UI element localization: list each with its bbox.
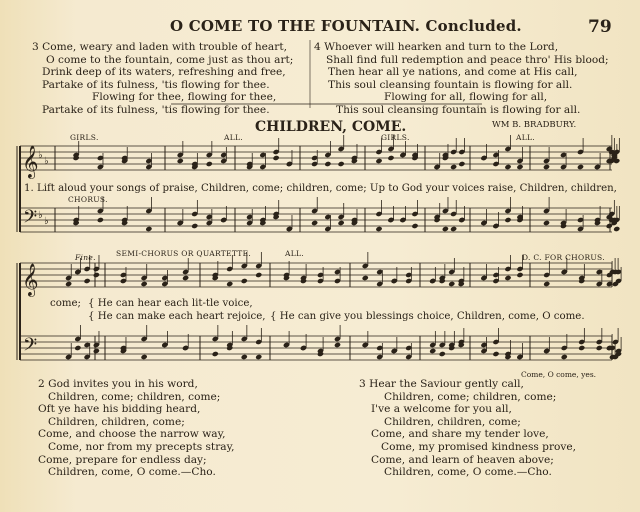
verse-line: Flowing for all, flowing for all, bbox=[384, 91, 548, 104]
label-chorus: CHORUS. bbox=[68, 195, 108, 204]
note-head bbox=[439, 351, 446, 357]
verse-line: Then hear all ye nations, and come at His call, bbox=[328, 66, 578, 79]
note-head bbox=[65, 281, 72, 287]
verse-line: Flowing for thee, flowing for thee, bbox=[92, 91, 277, 104]
note-head bbox=[241, 354, 248, 360]
verse-line: Come, and learn of heaven above; bbox=[371, 453, 554, 466]
note-head bbox=[338, 220, 345, 226]
page-number: 79 bbox=[588, 17, 612, 37]
note-head bbox=[516, 164, 523, 170]
note-head bbox=[334, 342, 341, 348]
note-head bbox=[450, 226, 457, 232]
verse-line: Shall find full redemption and peace thro' His blood; bbox=[326, 53, 609, 66]
verse-line: 3 Come, weary and laden with trouble of heart, bbox=[32, 41, 287, 53]
verse-line: Drink deep of its waters, refreshing and free, bbox=[42, 66, 286, 79]
note-head bbox=[492, 351, 499, 357]
note-head bbox=[255, 354, 262, 360]
note-head bbox=[241, 278, 248, 284]
note-head bbox=[206, 161, 213, 167]
bass-clef-icon: 𝄢 bbox=[23, 207, 38, 232]
lyric-brace-b: { He can make each heart rejoice, bbox=[88, 311, 266, 322]
lyric-line-2: { He can give you blessings choice, Children, come, O come. bbox=[270, 311, 585, 322]
verse-line: Partake of its fulness, 'tis flowing for thee. bbox=[42, 78, 270, 91]
note-head bbox=[596, 345, 603, 351]
note-head bbox=[324, 161, 331, 167]
flat-icon: ♭ bbox=[44, 216, 49, 227]
note-head bbox=[177, 158, 184, 164]
verse-line: Children, come, O come.—Cho. bbox=[384, 466, 552, 479]
verse-line: Oft ye have his bidding heard, bbox=[38, 403, 201, 416]
note-head bbox=[516, 272, 523, 278]
note-head bbox=[145, 226, 152, 232]
verse-line: Come, nor from my precepts stray, bbox=[48, 440, 235, 453]
verse-line: O come to the fountain, come just as thou art; bbox=[46, 53, 294, 66]
note-head bbox=[543, 281, 550, 287]
note-head bbox=[411, 223, 418, 229]
lyric-come: come; bbox=[50, 298, 81, 309]
note-head bbox=[578, 345, 585, 351]
note-head bbox=[577, 164, 584, 170]
verse-line: This soul cleansing fountain is flowing for all. bbox=[328, 78, 573, 91]
note-head bbox=[141, 354, 148, 360]
note-head bbox=[141, 281, 148, 287]
label-semi-chorus: SEMI-CHORUS OR QUARTETTE. bbox=[116, 249, 252, 258]
note-head bbox=[226, 281, 233, 287]
lyric-brace-a: { He can hear each lit-tle voice, bbox=[88, 298, 253, 309]
note-head bbox=[97, 217, 104, 223]
note-head bbox=[84, 278, 91, 284]
lyric-line-1: 1. Lift aloud your songs of praise, Children, come; children, come; Up to God your voices raise, Children, children, bbox=[24, 183, 617, 194]
verse-line: Come, and share my tender love, bbox=[371, 428, 549, 441]
verse-line: Children, come; children, come; bbox=[48, 390, 221, 403]
note-head bbox=[387, 155, 394, 161]
hymn-composer: WM B. BRADBURY. bbox=[492, 120, 577, 130]
flat-icon: ♭ bbox=[44, 156, 49, 167]
note-head bbox=[362, 275, 369, 281]
flat-icon: ♭ bbox=[38, 150, 43, 161]
verse-line: Children, come; children, come; bbox=[384, 390, 557, 403]
note-head bbox=[561, 354, 568, 360]
note-head bbox=[543, 220, 550, 226]
note-head bbox=[191, 223, 198, 229]
label-girls-2: GIRLS. bbox=[381, 133, 410, 142]
label-all-3: ALL. bbox=[285, 249, 304, 258]
verse-line: Come, and choose the narrow way, bbox=[38, 428, 226, 441]
hymn-title: CHILDREN, COME. bbox=[255, 119, 407, 135]
note-head bbox=[458, 161, 465, 167]
note-head bbox=[311, 220, 318, 226]
page-header-title: O COME TO THE FOUNTAIN. Concluded. bbox=[170, 17, 522, 35]
note-head bbox=[442, 226, 449, 232]
note-head bbox=[613, 226, 620, 232]
note-head bbox=[504, 217, 511, 223]
note-head bbox=[504, 164, 511, 170]
note-head bbox=[375, 226, 382, 232]
note-head bbox=[448, 281, 455, 287]
verse-line: I've a welcome for you all, bbox=[371, 403, 512, 416]
note-head bbox=[255, 272, 262, 278]
lyric-coda: Come, O come, yes. bbox=[521, 370, 597, 379]
note-head bbox=[504, 275, 511, 281]
note-head bbox=[93, 348, 100, 354]
treble-clef-icon: 𝄞 bbox=[22, 145, 39, 178]
note-head bbox=[338, 161, 345, 167]
note-head bbox=[543, 164, 550, 170]
treble-clef-icon: 𝄞 bbox=[22, 263, 39, 296]
verse-line: 2 God invites you in his word, bbox=[38, 378, 198, 390]
label-all-1: ALL. bbox=[224, 133, 243, 142]
note-head bbox=[429, 348, 436, 354]
verse-line: Children, children, come; bbox=[384, 415, 521, 428]
label-girls-1: GIRLS. bbox=[70, 133, 99, 142]
note-head bbox=[273, 155, 280, 161]
verse-line: This soul cleansing fountain is flowing for all. bbox=[336, 103, 581, 116]
label-dc-for-chorus: D. C. FOR CHORUS. bbox=[522, 253, 605, 262]
verse-line: Come, prepare for endless day; bbox=[38, 453, 207, 466]
note-head bbox=[375, 158, 382, 164]
note-head bbox=[74, 345, 81, 351]
verse-line: 3 Hear the Saviour gently call, bbox=[359, 378, 524, 390]
verse-line: Partake of its fulness, 'tis flowing for thee. bbox=[42, 103, 270, 116]
verse-line: Children, children, come; bbox=[48, 415, 185, 428]
label-all-2: ALL. bbox=[516, 133, 535, 142]
verse-line: 4 Whoever will hearken and turn to the Lord, bbox=[314, 41, 559, 53]
label-fine: Fine. bbox=[75, 253, 96, 262]
verse-line: Come, my promised kindness prove, bbox=[381, 440, 577, 453]
bass-clef-icon: 𝄢 bbox=[23, 335, 38, 360]
flat-icon: ♭ bbox=[38, 210, 43, 221]
note-head bbox=[212, 351, 219, 357]
note-head bbox=[93, 272, 100, 278]
note-head bbox=[182, 275, 189, 281]
verse-line: Children, come, O come.—Cho. bbox=[48, 466, 216, 479]
note-head bbox=[450, 164, 457, 170]
